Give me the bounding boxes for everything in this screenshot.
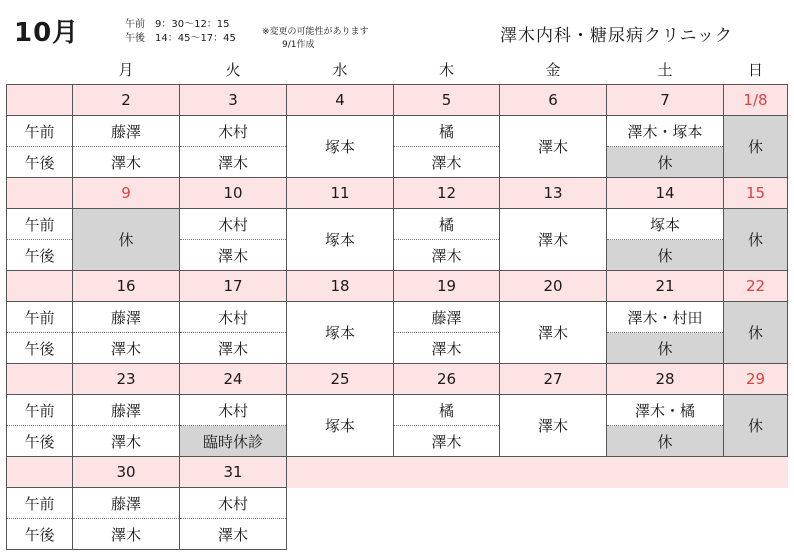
date-cell-holiday: 22 [724,271,788,302]
date-cell: 3 [180,85,287,116]
am-cell: 藤澤 [73,395,180,426]
am-cell: 塚本 [607,209,724,240]
am-cell: 橘 [394,116,500,147]
weekday-wed: 水 [332,61,348,79]
empty-area [287,519,788,550]
day-cell: 塚本 [287,395,394,457]
date-cell: 27 [500,364,607,395]
day-cell: 塚本 [287,302,394,364]
closed-cell: 休 [724,209,788,271]
date-row [7,457,788,488]
date-cell: 18 [287,271,394,302]
date-row-label [7,271,73,302]
am-cell: 木村 [180,395,287,426]
closed-cell: 休 [607,426,724,457]
date-cell: 20 [500,271,607,302]
date-cell: 17 [180,271,287,302]
date-cell: 11 [287,178,394,209]
am-row [7,488,788,519]
pm-cell: 澤木 [73,426,180,457]
pm-row [7,519,788,550]
pm-cell: 澤木 [394,426,500,457]
pm-row [7,333,788,364]
date-cell: 30 [73,457,180,488]
am-cell: 澤木・塚本 [607,116,724,147]
weekday-header-row [7,55,788,85]
day-cell: 澤木 [500,209,607,271]
weekday-fri: 金 [545,61,561,79]
am-cell: 橘 [394,395,500,426]
hours-block [125,18,236,46]
date-row [7,364,788,395]
am-cell: 橘 [394,209,500,240]
date-cell: 23 [73,364,180,395]
date-cell: 5 [394,85,500,116]
date-cell: 19 [394,271,500,302]
weekday-sun: 日 [747,61,763,79]
date-row [7,85,788,116]
date-cell: 10 [180,178,287,209]
date-cell: 31 [180,457,287,488]
date-row-label [7,364,73,395]
pm-hours: 午後 14：45～17：45 [125,33,236,44]
day-cell: 塚本 [287,116,394,178]
am-label: 午前 [7,302,73,333]
pm-label: 午後 [7,426,73,457]
day-cell: 澤木 [500,395,607,457]
closed-cell: 休 [607,333,724,364]
date-cell: 13 [500,178,607,209]
am-cell: 藤澤 [73,488,180,519]
pm-cell: 澤木 [394,147,500,178]
weekday-thu: 木 [438,61,454,79]
am-cell: 藤澤 [394,302,500,333]
am-cell: 木村 [180,488,287,519]
pm-label: 午後 [7,147,73,178]
weekday-mon: 月 [118,61,134,79]
created-date: 9/1作成 [282,40,315,50]
pm-label: 午後 [7,240,73,271]
pm-cell: 澤木 [394,240,500,271]
date-cell: 7 [607,85,724,116]
am-row [7,209,788,240]
change-note: ※変更の可能性があります [262,27,369,37]
date-row [7,271,788,302]
am-row [7,395,788,426]
date-row-label [7,178,73,209]
date-cell-holiday: 15 [724,178,788,209]
closed-cell: 休 [607,240,724,271]
note-block [262,26,369,52]
am-row [7,302,788,333]
date-cell: 21 [607,271,724,302]
empty-area [287,488,788,519]
weekday-sat: 土 [657,61,673,79]
pm-cell: 澤木 [180,519,287,550]
special-closed-cell: 臨時休診 [180,426,287,457]
date-cell: 4 [287,85,394,116]
date-cell: 12 [394,178,500,209]
day-cell: 澤木 [500,302,607,364]
pm-cell: 澤木 [180,240,287,271]
date-row-label [7,85,73,116]
date-cell-holiday: 1/8 [724,85,788,116]
date-cell: 24 [180,364,287,395]
day-cell: 塚本 [287,209,394,271]
am-row [7,116,788,147]
date-cell: 16 [73,271,180,302]
corner-cell [7,55,73,85]
schedule-table [6,55,788,550]
clinic-name: 澤木内科・糖尿病クリニック [500,26,733,46]
pm-row [7,426,788,457]
closed-cell: 休 [724,395,788,457]
pm-cell: 澤木 [180,333,287,364]
date-cell: 26 [394,364,500,395]
pm-cell: 澤木 [73,519,180,550]
pm-cell: 澤木 [180,147,287,178]
pm-label: 午後 [7,333,73,364]
am-label: 午前 [7,116,73,147]
date-row [7,178,788,209]
closed-cell: 休 [724,116,788,178]
month-title: 10月 [14,18,80,48]
pm-cell: 澤木 [73,147,180,178]
closed-cell: 休 [724,302,788,364]
am-cell: 木村 [180,209,287,240]
empty-area [287,457,788,488]
day-cell: 澤木 [500,116,607,178]
date-cell: 6 [500,85,607,116]
am-label: 午前 [7,395,73,426]
am-cell: 澤木・村田 [607,302,724,333]
date-cell: 2 [73,85,180,116]
am-hours: 午前 9：30～12：15 [125,19,230,30]
am-cell: 澤木・橘 [607,395,724,426]
date-cell: 28 [607,364,724,395]
am-cell: 藤澤 [73,302,180,333]
am-label: 午前 [7,209,73,240]
date-cell-holiday: 29 [724,364,788,395]
pm-cell: 澤木 [73,333,180,364]
pm-label: 午後 [7,519,73,550]
am-cell: 木村 [180,116,287,147]
date-cell-holiday: 9 [73,178,180,209]
am-label: 午前 [7,488,73,519]
closed-cell: 休 [73,209,180,271]
am-cell: 木村 [180,302,287,333]
date-cell: 25 [287,364,394,395]
pm-row [7,147,788,178]
pm-cell: 澤木 [394,333,500,364]
date-row-label [7,457,73,488]
am-cell: 藤澤 [73,116,180,147]
date-cell: 14 [607,178,724,209]
closed-cell: 休 [607,147,724,178]
weekday-tue: 火 [225,61,241,79]
